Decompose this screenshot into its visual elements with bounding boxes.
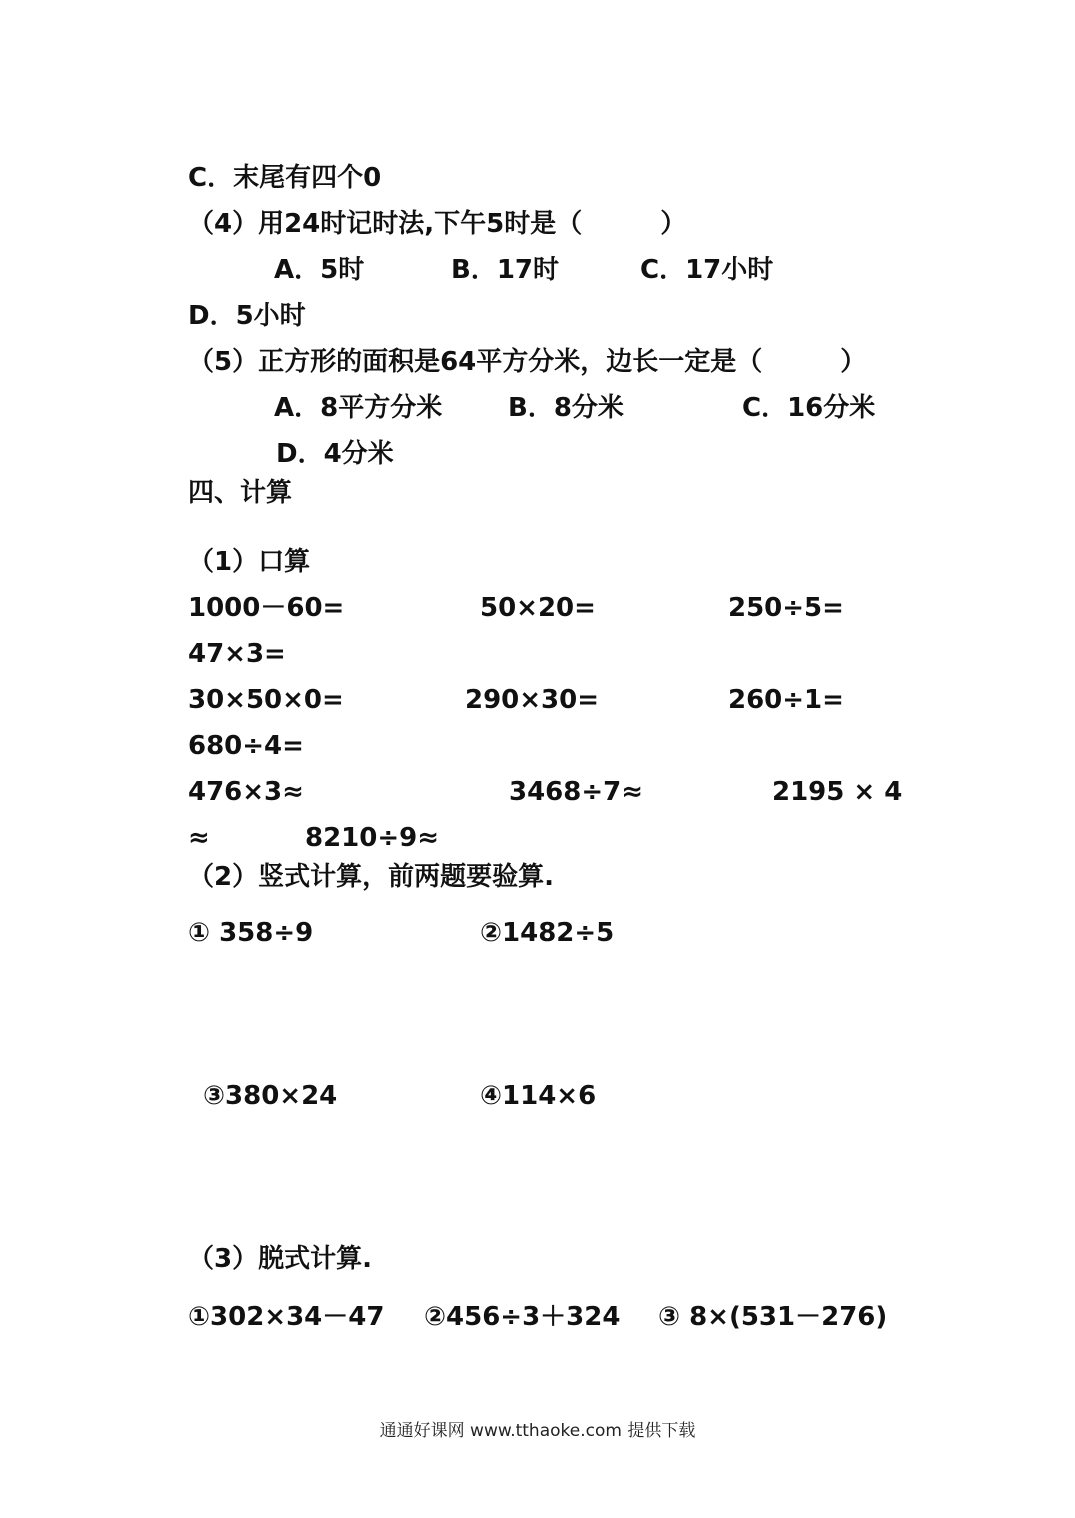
stepwise-calc-item: ③ 8×(531－276) [658, 1302, 888, 1332]
part2-label: （2）竖式计算，前两题要验算. [188, 862, 554, 892]
q5-option-a: A．8平方分米 [274, 393, 443, 423]
oral-calc-item: 47×3= [188, 639, 286, 669]
oral-calc-item: 1000－60= [188, 593, 345, 623]
q4-option-b: B．17时 [451, 255, 559, 285]
oral-calc-item: 250÷5= [728, 593, 844, 623]
q4-option-c: C．17小时 [640, 255, 774, 285]
estimate-item: ≈ [188, 823, 210, 853]
vertical-calc-item: ③380×24 [203, 1081, 338, 1111]
stepwise-calc-item: ①302×34－47 [188, 1302, 385, 1332]
oral-calc-item: 290×30= [465, 685, 600, 715]
estimate-item: 8210÷9≈ [305, 823, 440, 853]
estimate-item: 3468÷7≈ [509, 777, 644, 807]
vertical-calc-item: ④114×6 [480, 1081, 597, 1111]
q4-stem: （4）用24时记时法,下午5时是（ ） [188, 209, 687, 239]
estimate-item: 476×3≈ [188, 777, 304, 807]
q4-option-a: A．5时 [274, 255, 365, 285]
stepwise-calc-item: ②456÷3＋324 [424, 1302, 621, 1332]
section4-heading: 四、计算 [188, 478, 293, 508]
oral-calc-item: 30×50×0= [188, 685, 344, 715]
q5-option-d: D．4分米 [276, 439, 394, 469]
estimate-item: 2195 × 4 [772, 777, 903, 807]
part3-label: （3）脱式计算. [188, 1244, 372, 1274]
part1-label: （1）口算 [188, 547, 311, 577]
oral-calc-item: 680÷4= [188, 731, 304, 761]
q5-stem: （5）正方形的面积是64平方分米，边长一定是（ ） [188, 347, 867, 377]
vertical-calc-item: ① 358÷9 [188, 918, 314, 948]
q4-option-d: D．5小时 [188, 301, 306, 331]
oral-calc-item: 50×20= [480, 593, 596, 623]
q3-option-c: C．末尾有四个0 [188, 163, 382, 193]
q5-option-c: C．16分米 [742, 393, 876, 423]
oral-calc-item: 260÷1= [728, 685, 844, 715]
page-footer: 通通好课网 www.tthaoke.com 提供下载 [379, 1421, 696, 1441]
vertical-calc-item: ②1482÷5 [480, 918, 615, 948]
q5-option-b: B．8分米 [508, 393, 624, 423]
